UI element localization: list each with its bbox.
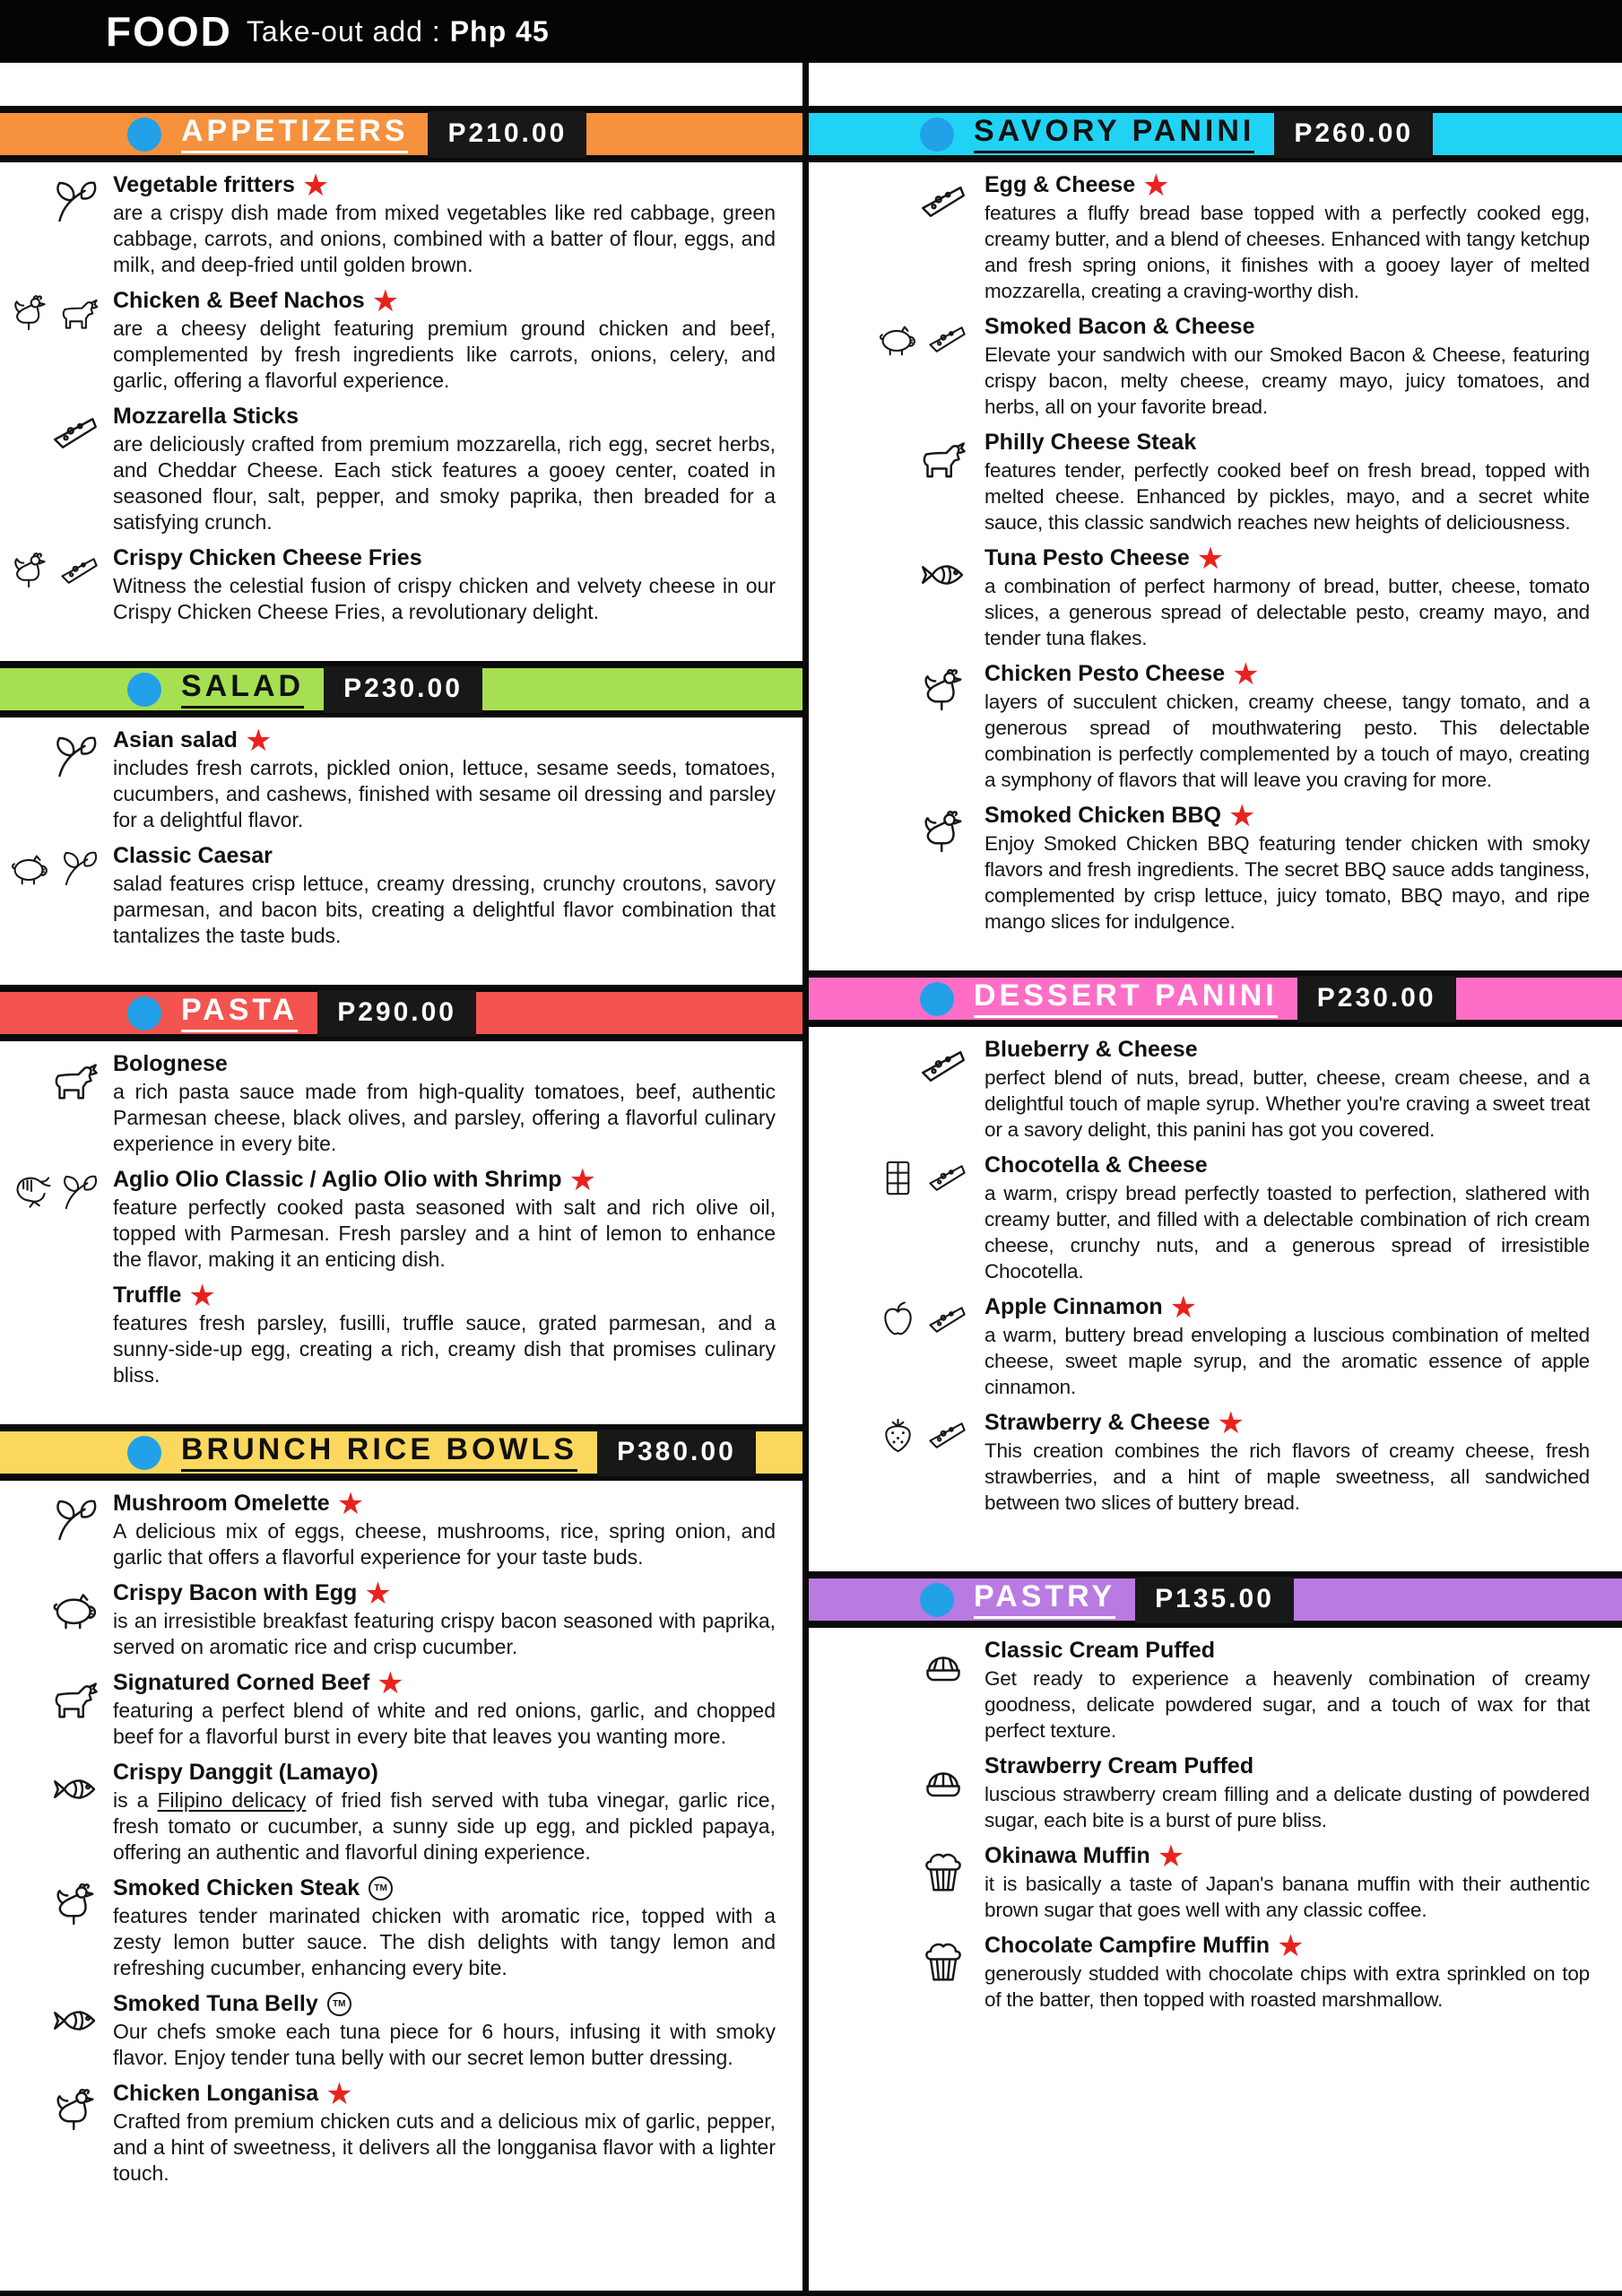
item-body xyxy=(984,1754,1622,1833)
cheese-icon xyxy=(918,1041,968,1091)
item-icons xyxy=(809,1934,984,2013)
item-title xyxy=(984,656,1590,692)
item-body xyxy=(113,283,802,394)
section-pasta xyxy=(0,960,802,1399)
item-title xyxy=(113,283,776,319)
star-icon: ★ xyxy=(325,2075,353,2112)
item-icons xyxy=(0,1761,113,1866)
item-title xyxy=(984,430,1590,455)
menu-item xyxy=(809,1639,1622,1744)
item-icons xyxy=(809,1153,984,1284)
items-list xyxy=(809,167,1622,935)
item-icons xyxy=(809,1639,984,1744)
item-body xyxy=(113,2075,802,2187)
menu-item xyxy=(0,1485,802,1570)
item-name: Chicken & Beef Nachos xyxy=(113,288,365,313)
item-name: Crispy Bacon with Egg xyxy=(113,1580,358,1605)
menu-item xyxy=(809,315,1622,420)
bullet-dot-icon xyxy=(127,673,161,707)
section-title: DESSERT PANINI xyxy=(974,980,1278,1018)
section-title: APPETIZERS xyxy=(181,116,408,153)
item-icons xyxy=(0,1283,113,1388)
item-title xyxy=(113,1876,776,1900)
bullet-dot-icon xyxy=(920,117,954,152)
section-header xyxy=(0,985,802,1041)
section-header xyxy=(0,1424,802,1481)
item-description: a rich pasta sauce made from high-quality tomatoes, beef, authentic Parmesan cheese, black olives, and parsley, offering a flavorful culinary experience in every bite. xyxy=(113,1080,776,1155)
item-body xyxy=(113,167,802,278)
cheese-icon xyxy=(926,1414,968,1457)
bullet-dot-icon xyxy=(920,1583,954,1617)
menu-item xyxy=(809,1289,1622,1400)
item-name: Asian salad xyxy=(113,727,238,752)
item-description: a combination of perfect harmony of bread, butter, cheese, tomato slices, a generous spread of delectable pesto, creamy mayo, and tender tuna flakes. xyxy=(984,575,1590,649)
item-name: Chocolate Campfire Muffin xyxy=(984,1933,1271,1958)
item-icons xyxy=(0,1581,113,1660)
item-description: Our chefs smoke each tuna piece for 6 hours, infusing it with smoky flavor. Enjoy tender tuna belly with our secret lemon butter dressing. xyxy=(113,2020,776,2069)
star-icon: ★ xyxy=(188,1277,216,1314)
item-description: Crafted from premium chicken cuts and a delicious mix of garlic, pepper, and a hint of sweetness, it delivers all the longganisa flavor with a lighter touch. xyxy=(113,2109,776,2185)
item-body xyxy=(113,404,802,535)
item-name: Classic Cream Puffed xyxy=(984,1638,1216,1663)
item-description: Get ready to experience a heavenly combination of creamy goodness, delicate powdered sugar, and a touch of wax for that perfect texture. xyxy=(984,1667,1590,1742)
section-dessert-panini xyxy=(809,945,1622,1526)
cow-icon xyxy=(58,292,100,335)
item-icons xyxy=(809,546,984,651)
star-icon: ★ xyxy=(364,1575,392,1612)
item-body xyxy=(113,1992,802,2071)
item-name: Chicken Pesto Cheese xyxy=(984,661,1226,686)
item-title xyxy=(113,1277,776,1314)
item-icons xyxy=(809,1754,984,1833)
price-badge: P135.00 xyxy=(1135,1577,1294,1623)
item-icons xyxy=(809,804,984,935)
chicken-icon xyxy=(50,2085,100,2135)
chicken-icon xyxy=(9,292,51,335)
cheese-icon xyxy=(50,408,100,458)
star-icon: ★ xyxy=(1142,167,1170,204)
trademark-icon: TM xyxy=(369,1876,393,1900)
item-description: features fresh parsley, fusilli, truffle sauce, grated parmesan, and a sunny-side-up egg, creating a rich, creamy dish that promises culinary bliss. xyxy=(113,1311,776,1387)
item-icons xyxy=(0,1168,113,1273)
star-icon: ★ xyxy=(371,283,400,319)
item-body xyxy=(113,1052,802,1157)
muffin-icon xyxy=(918,1848,968,1898)
item-icons xyxy=(0,173,113,278)
bullet-dot-icon xyxy=(127,996,161,1031)
item-title xyxy=(113,844,776,868)
item-title xyxy=(113,1052,776,1076)
takeout-note: Take-out add : xyxy=(246,14,441,48)
item-description: features tender, perfectly cooked beef on fresh bread, topped with melted cheese. Enhanced by pickles, mayo, and a secret white sauce, this classic sandwich reaches new heights of deliciousness. xyxy=(984,459,1590,534)
fish-icon xyxy=(50,1996,100,2046)
item-description: includes fresh carrots, pickled onion, lettuce, sesame seeds, tomatoes, cucumbers, and cashews, finished with sesame oil dressing and parsley for a delightful flavor. xyxy=(113,756,776,831)
price-badge: P210.00 xyxy=(428,111,586,158)
muffin-icon xyxy=(918,1937,968,1987)
item-name: Okinawa Muffin xyxy=(984,1843,1150,1868)
item-icons xyxy=(0,404,113,535)
item-title xyxy=(984,1289,1590,1326)
fish-icon xyxy=(50,1764,100,1814)
item-body xyxy=(984,1153,1622,1284)
apple-icon xyxy=(877,1299,919,1341)
items-list xyxy=(0,167,802,625)
item-description: a warm, buttery bread enveloping a luscious combination of melted cheese, sweet maple syrup, and the aromatic essence of apple cinnamon. xyxy=(984,1324,1590,1398)
star-icon: ★ xyxy=(1196,540,1225,577)
item-icons xyxy=(0,1052,113,1157)
section-pastry xyxy=(809,1526,1622,2023)
section-title: PASTRY xyxy=(974,1581,1115,1619)
section-header xyxy=(809,106,1622,162)
item-title xyxy=(113,546,776,570)
takeout-price: Php 45 xyxy=(449,14,550,48)
item-description: are a crispy dish made from mixed vegetables like red cabbage, green cabbage, carrots, and onions, combined with a batter of flour, eggs, and milk, and deep-fried until golden brown. xyxy=(113,201,776,276)
menu-item xyxy=(0,1575,802,1660)
menu-item xyxy=(0,844,802,949)
item-name: Smoked Bacon & Cheese xyxy=(984,314,1255,339)
item-body xyxy=(984,1927,1622,2013)
item-body xyxy=(113,722,802,833)
menu-item xyxy=(809,430,1622,535)
menu-item xyxy=(809,167,1622,304)
star-icon: ★ xyxy=(244,722,273,759)
menu-item xyxy=(0,404,802,535)
menu-item xyxy=(809,797,1622,935)
star-icon: ★ xyxy=(1157,1838,1185,1874)
item-description: Witness the celestial fusion of crispy chicken and velvety cheese in our Crispy Chicken Cheese Fries, a revolutionary delight. xyxy=(113,574,776,623)
item-name: Crispy Danggit (Lamayo) xyxy=(113,1760,378,1785)
item-body xyxy=(984,1838,1622,1923)
shrimp-icon xyxy=(9,1171,51,1213)
food-banner xyxy=(0,0,1622,63)
item-description: luscious strawberry cream filling and a delicate dusting of powdered sugar, each bite is a burst of pure bliss. xyxy=(984,1783,1590,1831)
leaf-icon xyxy=(58,1171,100,1213)
leaf-icon xyxy=(50,177,100,227)
item-description: are a cheesy delight featuring premium ground chicken and beef, complemented by fresh ingredients like carrots, onions, celery, and garlic, offering a flavorful experience. xyxy=(113,317,776,392)
item-title xyxy=(984,540,1590,577)
star-icon: ★ xyxy=(568,1161,596,1198)
item-description: generously studded with chocolate chips with extra sprinkled on top of the batter, then topped with roasted marshmallow. xyxy=(984,1962,1590,2011)
section-title: PASTA xyxy=(181,995,298,1032)
pig-icon xyxy=(9,848,51,890)
star-icon: ★ xyxy=(1217,1405,1245,1441)
item-body xyxy=(984,1289,1622,1400)
cow-icon xyxy=(918,434,968,484)
menu-item xyxy=(809,1153,1622,1284)
item-description: feature perfectly cooked pasta seasoned with salt and rich olive oil, topped with Parmesan. Fresh parsley and a hint of lemon to enhance the flavor, making it an enticing dish. xyxy=(113,1196,776,1271)
item-description: it is basically a taste of Japan's banana muffin with their authentic brown sugar that goes well with any classic coffee. xyxy=(984,1873,1590,1921)
puff-icon xyxy=(918,1642,968,1692)
item-body xyxy=(984,430,1622,535)
item-name: Mozzarella Sticks xyxy=(113,404,299,429)
section-title: SAVORY PANINI xyxy=(974,116,1254,153)
menu-item xyxy=(0,2075,802,2187)
cow-icon xyxy=(50,1056,100,1106)
menu-item xyxy=(0,1761,802,1866)
item-description: featuring a perfect blend of white and red onions, garlic, and chopped beef for a flavorful burst in every bite that leaves you wanting more. xyxy=(113,1699,776,1748)
item-icons xyxy=(809,1038,984,1143)
cow-icon xyxy=(50,1674,100,1725)
menu-item xyxy=(0,1277,802,1388)
item-description: layers of succulent chicken, creamy cheese, tangy tomato, and a generous spread of mouthwatering pesto. This delectable combination is perfectly complemented by a touch of mayo, creating a symphony of flavors that will leave you craving for more. xyxy=(984,691,1590,791)
item-title xyxy=(113,167,776,204)
item-title xyxy=(984,797,1590,834)
item-name: Aglio Olio Classic / Aglio Olio with Shrimp xyxy=(113,1167,562,1192)
bullet-dot-icon xyxy=(920,982,954,1016)
item-title xyxy=(984,1038,1590,1062)
item-title xyxy=(984,1754,1590,1779)
item-body xyxy=(984,1405,1622,1516)
item-name: Bolognese xyxy=(113,1051,228,1076)
item-body xyxy=(984,1038,1622,1143)
menu-item xyxy=(809,1405,1622,1516)
item-icons xyxy=(809,315,984,420)
price-badge: P380.00 xyxy=(597,1430,756,1476)
item-description: Elevate your sandwich with our Smoked Bacon & Cheese, featuring crispy bacon, melty cheese, creamy mayo, juicy tomatoes, and herbs, all on your favorite bread. xyxy=(984,344,1590,418)
item-icons xyxy=(0,2082,113,2187)
item-icons xyxy=(809,1295,984,1400)
item-icons xyxy=(0,844,113,949)
item-icons xyxy=(0,1492,113,1570)
item-icons xyxy=(809,430,984,535)
chicken-icon xyxy=(9,550,51,592)
section-savory-panini xyxy=(809,63,1622,945)
trademark-icon: TM xyxy=(327,1992,351,2016)
item-name: Chicken Longanisa xyxy=(113,2081,319,2106)
item-body xyxy=(113,1575,802,1660)
item-name: Blueberry & Cheese xyxy=(984,1037,1198,1062)
menu-item xyxy=(0,1665,802,1750)
item-title xyxy=(113,404,776,429)
item-body xyxy=(113,1761,802,1866)
item-body xyxy=(113,844,802,949)
item-name: Vegetable fritters xyxy=(113,172,295,197)
item-description: features tender marinated chicken with aromatic rice, topped with a zesty lemon butter sauce. The dish delights with tangy lemon and refreshing cucumber, enhancing every bite. xyxy=(113,1904,776,1979)
menu-item xyxy=(0,722,802,833)
item-icons xyxy=(0,289,113,394)
item-description: salad features crisp lettuce, creamy dressing, crunchy croutons, savory parmesan, and bacon bits, creating a delightful flavor combination that tantalizes the taste buds. xyxy=(113,872,776,947)
item-name: Classic Caesar xyxy=(113,843,273,868)
cheese-icon xyxy=(926,1299,968,1341)
price-badge: P230.00 xyxy=(324,666,482,713)
item-title xyxy=(984,315,1590,339)
price-badge: P260.00 xyxy=(1274,111,1433,158)
menu-category-title: FOOD xyxy=(106,8,232,55)
section-appetizers xyxy=(0,63,802,636)
item-description: Enjoy Smoked Chicken BBQ featuring tender chicken with smoky flavors and fresh ingredients. The secret BBQ sauce adds tanginess, complemented by crisp lettuce, juicy tomato, BBQ mayo, and ripe mango slices for indulgence. xyxy=(984,832,1590,933)
item-icons xyxy=(0,1671,113,1750)
item-body xyxy=(113,1485,802,1570)
item-name: Philly Cheese Steak xyxy=(984,430,1197,455)
items-list xyxy=(0,722,802,949)
star-icon: ★ xyxy=(1227,797,1256,834)
section-title: BRUNCH RICE BOWLS xyxy=(181,1434,577,1472)
item-name: Smoked Chicken Steak xyxy=(113,1875,360,1900)
cheese-icon xyxy=(58,550,100,592)
menu-item xyxy=(809,656,1622,793)
item-description: are deliciously crafted from premium mozzarella, rich egg, secret herbs, and Cheddar Cheese. Each stick features a gooey center, coated in seasoned flour, salt, pepper, and smoky paprika, then breaded for a satisfying crunch. xyxy=(113,432,776,534)
chicken-icon xyxy=(50,1880,100,1930)
item-title xyxy=(113,2075,776,2112)
leaf-icon xyxy=(50,732,100,782)
item-title xyxy=(113,1575,776,1612)
right-column xyxy=(809,63,1622,2291)
item-body xyxy=(113,1665,802,1750)
menu-item xyxy=(809,1754,1622,1833)
item-name: Truffle xyxy=(113,1283,182,1308)
item-body xyxy=(984,1639,1622,1744)
item-title xyxy=(113,722,776,759)
items-list xyxy=(809,1038,1622,1516)
item-icons xyxy=(0,728,113,833)
item-name: Chocotella & Cheese xyxy=(984,1152,1208,1178)
menu-item xyxy=(809,540,1622,651)
item-body xyxy=(113,1277,802,1388)
menu-item xyxy=(809,1838,1622,1923)
fish-icon xyxy=(918,550,968,600)
bullet-dot-icon xyxy=(127,1436,161,1470)
item-icons xyxy=(809,1411,984,1516)
item-icons xyxy=(0,1992,113,2071)
menu-page xyxy=(0,63,1622,2296)
strawberry-icon xyxy=(877,1414,919,1457)
section-header xyxy=(0,661,802,718)
item-title xyxy=(113,1161,776,1198)
item-description: is an irresistible breakfast featuring crispy bacon seasoned with paprika, served on aromatic rice and crisp cucumber. xyxy=(113,1609,776,1658)
star-icon: ★ xyxy=(1232,656,1260,692)
item-name: Signatured Corned Beef xyxy=(113,1670,370,1695)
item-body xyxy=(984,315,1622,420)
section-header xyxy=(0,106,802,162)
item-title xyxy=(113,1992,776,2016)
item-title xyxy=(113,1761,776,1785)
bullet-dot-icon xyxy=(127,117,161,152)
section-header xyxy=(809,970,1622,1027)
item-name: Smoked Tuna Belly xyxy=(113,1991,318,2016)
menu-item xyxy=(0,1992,802,2071)
star-icon: ★ xyxy=(336,1485,365,1522)
item-name: Apple Cinnamon xyxy=(984,1294,1163,1319)
items-list xyxy=(809,1639,1622,2013)
price-badge: P230.00 xyxy=(1297,976,1456,1022)
leaf-icon xyxy=(50,1495,100,1545)
items-list xyxy=(0,1485,802,2187)
chicken-icon xyxy=(918,665,968,716)
chocolate-icon xyxy=(877,1157,919,1199)
menu-item xyxy=(0,283,802,394)
item-name: Strawberry Cream Puffed xyxy=(984,1753,1254,1779)
item-title xyxy=(984,167,1590,204)
item-title xyxy=(984,1927,1590,1964)
item-description: a warm, crispy bread perfectly toasted to perfection, slathered with creamy butter, and filled with a delectable combination of rich cream cheese, crunchy nuts, and a generous spread of irresistible Chocotella. xyxy=(984,1182,1590,1283)
star-icon: ★ xyxy=(301,167,330,204)
item-title xyxy=(984,1405,1590,1441)
menu-item xyxy=(0,1876,802,1981)
item-name: Mushroom Omelette xyxy=(113,1491,330,1516)
item-body xyxy=(113,1161,802,1273)
chicken-icon xyxy=(918,807,968,857)
menu-item xyxy=(0,1052,802,1157)
item-name: Tuna Pesto Cheese xyxy=(984,545,1190,570)
leaf-icon xyxy=(58,848,100,890)
menu-item xyxy=(809,1927,1622,2013)
item-icons xyxy=(809,662,984,793)
section-salad xyxy=(0,636,802,960)
item-description: perfect blend of nuts, bread, butter, cheese, cream cheese, and a delightful touch of maple syrup. Whether you're craving a sweet treat or a savory delight, this panini has got you covered. xyxy=(984,1066,1590,1141)
price-badge: P290.00 xyxy=(317,990,476,1037)
section-brunch-rice-bowls xyxy=(0,1399,802,2197)
cheese-icon xyxy=(926,1157,968,1199)
pig-icon xyxy=(50,1585,100,1635)
item-description: A delicious mix of eggs, cheese, mushrooms, rice, spring onion, and garlic that offers a flavorful experience for your taste buds. xyxy=(113,1519,776,1569)
item-title xyxy=(113,1665,776,1701)
item-description: is a Filipino delicacy of fried fish served with tuba vinegar, garlic rice, fresh tomato or cucumber, a sunny side up egg, and pickled papaya, offering an authentic and flavorful dining experience. xyxy=(113,1788,776,1864)
puff-icon xyxy=(918,1758,968,1808)
item-name: Strawberry & Cheese xyxy=(984,1410,1210,1435)
cheese-icon xyxy=(918,177,968,227)
item-name: Crispy Chicken Cheese Fries xyxy=(113,545,422,570)
menu-item xyxy=(0,1161,802,1273)
section-title: SALAD xyxy=(181,671,304,709)
item-icons xyxy=(0,546,113,625)
pig-icon xyxy=(877,318,919,361)
section-header xyxy=(809,1571,1622,1628)
item-body xyxy=(984,797,1622,935)
menu-item xyxy=(0,167,802,278)
item-title xyxy=(984,1838,1590,1874)
item-icons xyxy=(809,1844,984,1923)
items-list xyxy=(0,1052,802,1388)
item-description: This creation combines the rich flavors of creamy cheese, fresh strawberries, and a hint of maple sweetness, all sandwiched between two slices of buttery bread. xyxy=(984,1439,1590,1514)
item-title xyxy=(984,1153,1590,1178)
item-body xyxy=(984,540,1622,651)
item-icons xyxy=(0,1876,113,1981)
item-body xyxy=(984,656,1622,793)
item-body xyxy=(984,167,1622,304)
star-icon: ★ xyxy=(1169,1289,1198,1326)
left-column xyxy=(0,63,809,2291)
star-icon: ★ xyxy=(377,1665,404,1701)
menu-item xyxy=(0,546,802,625)
item-title xyxy=(113,1485,776,1522)
item-body xyxy=(113,546,802,625)
item-name: Smoked Chicken BBQ xyxy=(984,803,1221,828)
item-title xyxy=(984,1639,1590,1663)
item-icons xyxy=(809,173,984,304)
cheese-icon xyxy=(926,318,968,361)
menu-item xyxy=(809,1038,1622,1143)
item-name: Egg & Cheese xyxy=(984,172,1136,197)
item-body xyxy=(113,1876,802,1981)
star-icon: ★ xyxy=(1277,1927,1305,1964)
item-description: features a fluffy bread base topped with a perfectly cooked egg, creamy butter, and a blend of cheeses. Enhanced with tangy ketchup and fresh spring onions, it finishes with a gooey layer of melted mozzarella, creating a craving-worthy dish. xyxy=(984,202,1590,302)
